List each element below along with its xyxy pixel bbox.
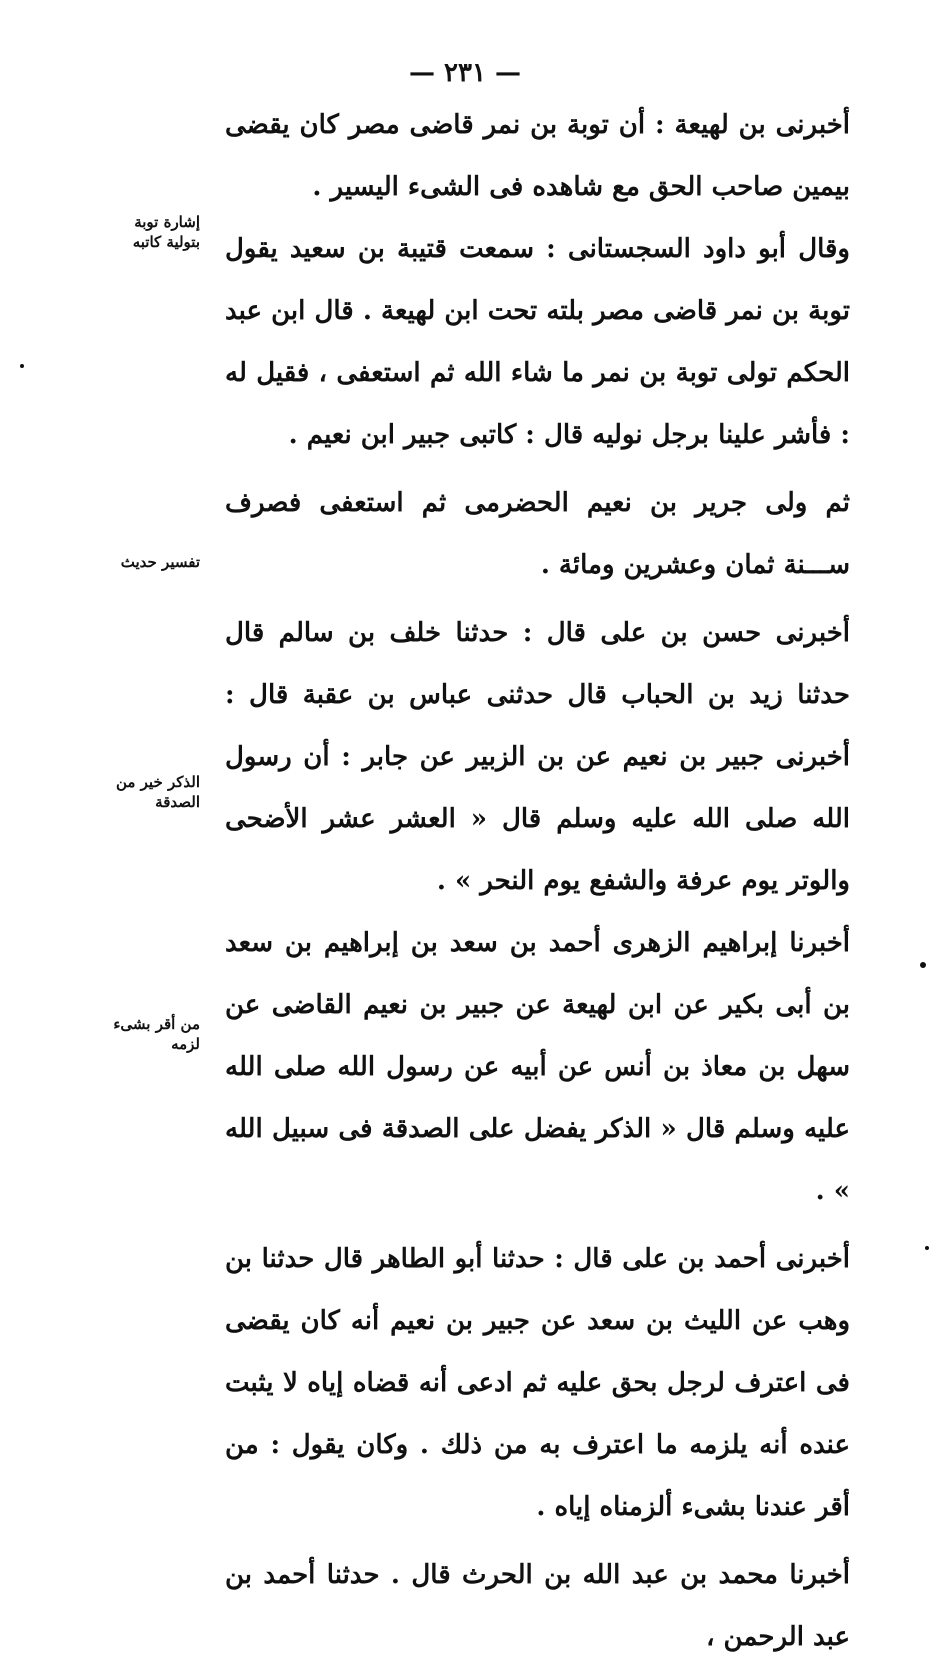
paragraph-3: ثم ولى جرير بن نعيم الحضرمى ثم استعفى فصرف ســـنة ثمان وعشرين ومائة . bbox=[225, 488, 850, 580]
main-text-column bbox=[225, 94, 850, 1668]
scan-speck bbox=[925, 1246, 929, 1250]
margin-note-hadith-explanation: تفسير حديث bbox=[120, 553, 200, 571]
paragraph-4: أخبرنى حسن بن على قال : حدثنا خلف بن سالم قال حدثنا زيد بن الحباب قال حدثنى عباس بن عقبة قال : أخبرنى جبير بن نعيم عن بن الزبير عن جابر : أن رسول الله صلى الله عليه وسلم قال « العشر عشر الأضحى والوتر يوم عرفة والشفع يوم النحر » . bbox=[225, 618, 850, 896]
paragraph-5: أخبرنا إبراهيم الزهرى أحمد بن سعد بن إبراهيم بن سعد بن أبى بكير عن ابن لهيعة عن جبير بن نعيم القاضى عن سهل بن معاذ بن أنس عن أبيه عن رسول الله صلى الله عليه وسلم قال « الذكر يفضل على الصدقة فى سبيل الله » . bbox=[225, 928, 850, 1206]
paragraph-1: أخبرنى بن لهيعة : أن توبة بن نمر قاضى مصر كان يقضى بيمين صاحب الحق مع شاهده فى الشىء اليسير . bbox=[225, 110, 850, 202]
margin-note-dhikr: الذكر خير من الصدقة bbox=[115, 773, 200, 811]
margin-note-tawba: إشارة توبة بتولية كاتبه bbox=[132, 213, 200, 251]
scan-speck bbox=[20, 364, 24, 368]
margin-note-confession: من أقر بشىء لزمه bbox=[113, 1015, 200, 1053]
paragraph-2: وقال أبو داود السجستانى : سمعت قتيبة بن سعيد يقول توبة بن نمر قاضى مصر بلته تحت ابن لهيعة . قال ابن عبد الحكم تولى توبة بن نمر ما شاء الله ثم استعفى ، فقيل له : فأشر علينا برجل نوليه قال : كاتبى جبير ابن نعيم . bbox=[225, 234, 850, 450]
paragraph-6: أخبرنى أحمد بن على قال : حدثنا أبو الطاهر قال حدثنا بن وهب عن الليث بن سعد عن جبير بن نعيم أنه كان يقضى فى اعترف لرجل بحق عليه ثم ادعى أنه قضاه إياه لا يثبت عنده أنه يلزمه ما اعترف به من ذلك . وكان يقول : من أقر عندنا بشىء ألزمناه إياه . bbox=[225, 1244, 850, 1522]
page-number: — ٢٣١ — bbox=[408, 58, 522, 88]
paragraph-7: أخبرنا محمد بن عبد الله بن الحرث قال . حدثنا أحمد بن عبد الرحمن ، bbox=[225, 1560, 850, 1652]
scan-speck bbox=[920, 962, 926, 968]
